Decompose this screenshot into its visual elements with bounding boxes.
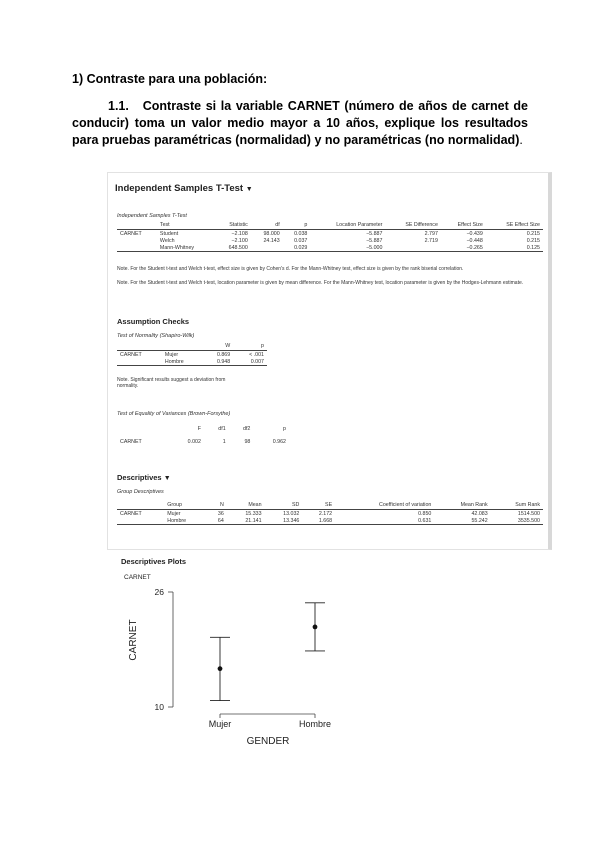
equality-table-title: Test of Equality of Variances (Brown-Forsythe): [117, 411, 231, 417]
dropdown-caret-icon[interactable]: ▼: [245, 186, 253, 193]
equality-table: F df1 df2 p CARNET 0.002 1 98 0.962: [117, 425, 289, 445]
section-heading: 1) Contraste para una población:: [72, 72, 268, 86]
col-header: Location Parameter: [310, 221, 385, 230]
col-header: df: [251, 221, 283, 230]
x-tick-label: Mujer: [208, 719, 232, 729]
ttest-note-effect: Note. For the Student t-test and Welch t-test, effect size is given by Cohen's d. For the Mann-Whitney test, effect size is given by the rank biserial correlation.: [117, 266, 464, 272]
question-text: Contraste si la variable CARNET (número de años de carnet de conducir) toma un valor medio mayor a 10 años, explique los resultados para pruebas paramétricas (normalidad) y no paramétricas (no normalidad): [72, 99, 529, 147]
table-row: Hombre 64 21.141 13.346 1.668 0.631 55.242 3535.500: [117, 517, 543, 525]
plots-title: Descriptives Plots: [121, 557, 187, 566]
col-header: Statistic: [215, 221, 251, 230]
descriptives-plot: [110, 580, 370, 750]
col-header: [117, 221, 157, 230]
question-paragraph: [72, 98, 528, 149]
y-tick-label: 26: [154, 587, 164, 597]
mean-point-mujer: [218, 666, 223, 671]
col-header: SE Difference: [385, 221, 440, 230]
table-row: Hombre 0.948 0.007: [117, 358, 267, 366]
x-axis-label: GENDER: [246, 736, 290, 747]
table-row: CARNET Mujer 0.869 < .001: [120, 351, 264, 358]
normality-note: Note. Significant results suggest a deviation from normality.: [117, 377, 226, 390]
table-row: CARNET Student −2.108 98.000 0.038 −5.887 2.797 −0.439 0.215: [120, 230, 540, 237]
question-number: 1.1.: [108, 99, 129, 113]
ttest-note-location: Note. For the Student t-test and Welch t-test, location parameter is given by mean difference. For the Mann-Whitney test, location parameter is given by the Hodges-Lehmann estimate.: [117, 280, 524, 286]
table-row: Welch −2.100 24.143 0.037 −5.887 2.719 −0.448 0.215: [159, 237, 540, 244]
y-axis-label: CARNET: [128, 619, 139, 661]
col-header: SE Effect Size: [486, 221, 543, 230]
descriptives-title[interactable]: Descriptives ▼: [117, 473, 171, 482]
plot-subtitle: CARNET: [124, 574, 151, 581]
ttest-table-title: Independent Samples T-Test: [117, 213, 187, 219]
assumption-title: Assumption Checks: [117, 317, 190, 326]
results-panel: [107, 172, 552, 550]
y-tick-label: 10: [154, 702, 164, 712]
group-descriptives-title: Group Descriptives: [117, 489, 164, 495]
col-header: Test: [157, 221, 215, 230]
col-header: Effect Size: [441, 221, 486, 230]
table-row: CARNET Mujer 36 15.333 13.032 2.172 0.850 42.083 1514.500: [120, 510, 540, 517]
ttest-title[interactable]: Independent Samples T-Test ▼: [115, 183, 253, 194]
table-row: CARNET 0.002 1 98 0.962: [120, 438, 286, 445]
col-header: p: [283, 221, 311, 230]
mean-point-hombre: [313, 625, 318, 630]
ttest-table: [117, 221, 543, 252]
normality-table: W p CARNET Mujer 0.869 < .001 Hombre 0.948 0.007: [117, 342, 267, 366]
dropdown-caret-icon[interactable]: ▼: [163, 475, 171, 482]
normality-table-title: Test of Normality (Shapiro-Wilk): [117, 333, 195, 339]
descriptives-table: Group N Mean SD SE Coefficient of variation Mean Rank Sum Rank CARNET Mujer 36 15.333 13.032 2.172 0.850 42.083 1514.500 Hombre 64 21.141 13.346 1.668 0.631 55.242 3535.500: [117, 501, 543, 525]
question-end: .: [519, 133, 523, 147]
table-row: Mann-Whitney 648.500 0.029 −5.000 −0.265 0.125: [117, 244, 543, 252]
x-tick-label: Hombre: [298, 719, 332, 729]
